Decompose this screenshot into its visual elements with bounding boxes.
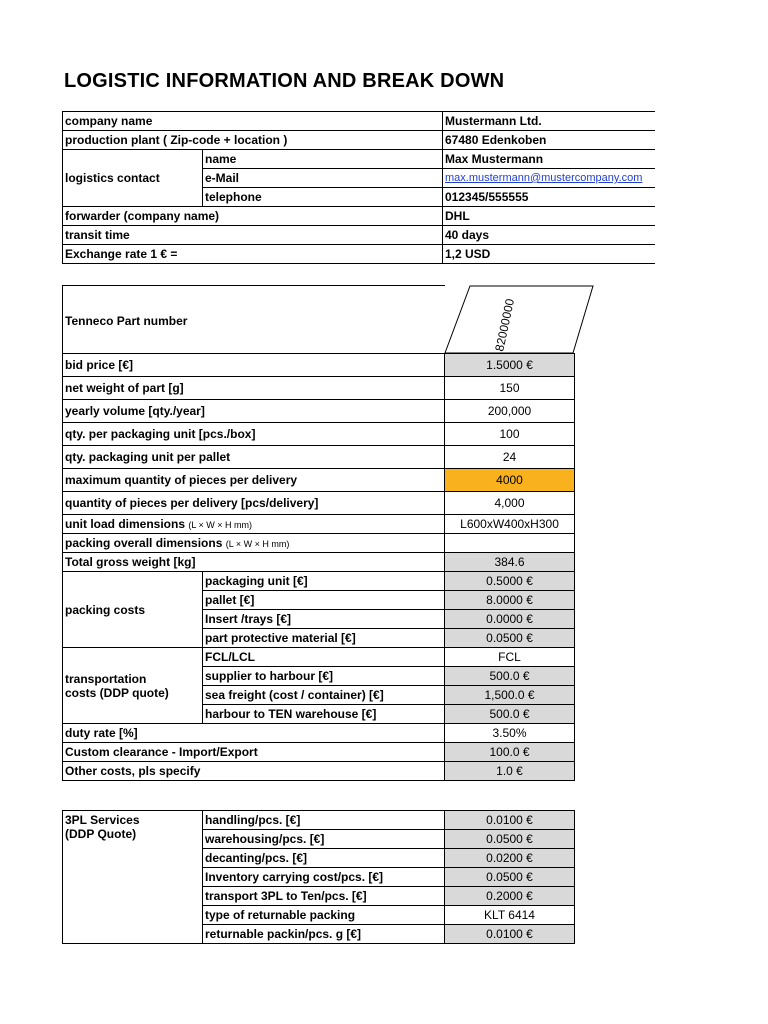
table-row bbox=[63, 534, 575, 553]
fcl-label: FCL/LCL bbox=[203, 648, 445, 667]
qty-units-pallet-value[interactable]: 24 bbox=[445, 446, 575, 469]
packing-overall-label-text: packing overall dimensions bbox=[65, 536, 223, 550]
table-row bbox=[63, 131, 655, 150]
table-row bbox=[63, 226, 655, 245]
table-row bbox=[63, 245, 655, 264]
pallet-value[interactable]: 8.0000 € bbox=[445, 591, 575, 610]
supplier-harbour-label: supplier to harbour [€] bbox=[203, 667, 445, 686]
transport-3pl-label: transport 3PL to Ten/pcs. [€] bbox=[203, 887, 445, 906]
transportation-label-line1: transportation bbox=[65, 671, 147, 686]
name-label: name bbox=[203, 150, 443, 169]
exchange-label: Exchange rate 1 € = bbox=[63, 245, 443, 264]
transit-value[interactable]: 40 days bbox=[443, 226, 655, 245]
qty-per-unit-value[interactable]: 100 bbox=[445, 423, 575, 446]
table-row bbox=[63, 724, 575, 743]
company-name-label: company name bbox=[63, 112, 443, 131]
net-weight-value[interactable]: 150 bbox=[445, 377, 575, 400]
qty-units-pallet-label: qty. packaging unit per pallet bbox=[63, 446, 445, 469]
part-header-label: Tenneco Part number bbox=[65, 314, 188, 328]
telephone-label: telephone bbox=[203, 188, 443, 207]
returnable-cost-label: returnable packin/pcs. g [€] bbox=[203, 925, 445, 944]
returnable-type-label: type of returnable packing bbox=[203, 906, 445, 925]
qty-delivery-value[interactable]: 4,000 bbox=[445, 492, 575, 515]
table-row bbox=[63, 400, 575, 423]
email-link[interactable]: max.mustermann@mustercompany.com bbox=[443, 169, 655, 188]
company-info-table bbox=[62, 111, 655, 264]
customs-value[interactable]: 100.0 € bbox=[445, 743, 575, 762]
unit-load-label-text: unit load dimensions bbox=[65, 517, 186, 531]
services-label-line1: 3PL Services bbox=[65, 813, 140, 827]
exchange-value[interactable]: 1,2 USD bbox=[443, 245, 655, 264]
inventory-value[interactable]: 0.0500 € bbox=[445, 868, 575, 887]
packaging-unit-label: packaging unit [€] bbox=[203, 572, 445, 591]
table-row bbox=[63, 743, 575, 762]
returnable-cost-value[interactable]: 0.0100 € bbox=[445, 925, 575, 944]
table-row bbox=[63, 572, 575, 591]
table-row bbox=[63, 648, 575, 667]
unit-load-value[interactable]: L600xW400xH300 bbox=[445, 515, 575, 534]
table-row bbox=[63, 377, 575, 400]
handling-label: handling/pcs. [€] bbox=[203, 811, 445, 830]
company-name-value[interactable]: Mustermann Ltd. bbox=[443, 112, 655, 131]
services-label-line2: (DDP Quote) bbox=[65, 827, 137, 841]
part-number-value: 82000000 bbox=[492, 297, 518, 353]
handling-value[interactable]: 0.0100 € bbox=[445, 811, 575, 830]
fcl-value[interactable]: FCL bbox=[445, 648, 575, 667]
other-costs-value[interactable]: 1.0 € bbox=[445, 762, 575, 781]
table-row bbox=[63, 762, 575, 781]
services-label bbox=[63, 811, 203, 944]
gross-weight-label: Total gross weight [kg] bbox=[63, 553, 445, 572]
packing-costs-label: packing costs bbox=[63, 572, 203, 648]
part-number-cell[interactable] bbox=[444, 285, 594, 354]
yearly-volume-value[interactable]: 200,000 bbox=[445, 400, 575, 423]
transit-label: transit time bbox=[63, 226, 443, 245]
sea-freight-value[interactable]: 1,500.0 € bbox=[445, 686, 575, 705]
decanting-label: decanting/pcs. [€] bbox=[203, 849, 445, 868]
forwarder-label: forwarder (company name) bbox=[63, 207, 443, 226]
name-value[interactable]: Max Mustermann bbox=[443, 150, 655, 169]
duty-label: duty rate [%] bbox=[63, 724, 445, 743]
harbour-ten-label: harbour to TEN warehouse [€] bbox=[203, 705, 445, 724]
max-qty-label: maximum quantity of pieces per delivery bbox=[63, 469, 445, 492]
packing-overall-value[interactable] bbox=[445, 534, 575, 553]
customs-label: Custom clearance - Import/Export bbox=[63, 743, 445, 762]
other-costs-label: Other costs, pls specify bbox=[63, 762, 445, 781]
page-title: LOGISTIC INFORMATION AND BREAK DOWN bbox=[64, 70, 505, 92]
plant-label: production plant ( Zip-code + location ) bbox=[63, 131, 443, 150]
returnable-type-value[interactable]: KLT 6414 bbox=[445, 906, 575, 925]
packing-overall-label bbox=[63, 534, 445, 553]
net-weight-label: net weight of part [g] bbox=[63, 377, 445, 400]
supplier-harbour-value[interactable]: 500.0 € bbox=[445, 667, 575, 686]
packing-overall-unit: (L × W × H mm) bbox=[225, 539, 290, 549]
insert-label: Insert /trays [€] bbox=[203, 610, 445, 629]
gross-weight-value[interactable]: 384.6 bbox=[445, 553, 575, 572]
table-row bbox=[63, 811, 575, 830]
table-row bbox=[63, 150, 655, 169]
decanting-value[interactable]: 0.0200 € bbox=[445, 849, 575, 868]
bid-price-value[interactable]: 1.5000 € bbox=[445, 354, 575, 377]
email-label: e-Mail bbox=[203, 169, 443, 188]
max-qty-value[interactable]: 4000 bbox=[445, 469, 575, 492]
warehousing-value[interactable]: 0.0500 € bbox=[445, 830, 575, 849]
qty-delivery-label: quantity of pieces per delivery [pcs/delivery] bbox=[63, 492, 445, 515]
table-row bbox=[63, 492, 575, 515]
table-row bbox=[63, 446, 575, 469]
unit-load-label bbox=[63, 515, 445, 534]
protective-value[interactable]: 0.0500 € bbox=[445, 629, 575, 648]
warehousing-label: warehousing/pcs. [€] bbox=[203, 830, 445, 849]
transportation-label-line2: costs (DDP quote) bbox=[65, 685, 169, 700]
bid-price-label: bid price [€] bbox=[63, 354, 445, 377]
logistics-contact-label: logistics contact bbox=[63, 150, 203, 207]
table-row bbox=[63, 553, 575, 572]
transportation-costs-label bbox=[63, 648, 203, 724]
table-row bbox=[63, 423, 575, 446]
table-row bbox=[63, 515, 575, 534]
duty-value[interactable]: 3.50% bbox=[445, 724, 575, 743]
insert-value[interactable]: 0.0000 € bbox=[445, 610, 575, 629]
pallet-label: pallet [€] bbox=[203, 591, 445, 610]
part-header bbox=[62, 285, 445, 354]
forwarder-value[interactable]: DHL bbox=[443, 207, 655, 226]
table-row bbox=[63, 112, 655, 131]
services-table bbox=[62, 810, 575, 944]
unit-load-unit: (L × W × H mm) bbox=[188, 520, 253, 530]
yearly-volume-label: yearly volume [qty./year] bbox=[63, 400, 445, 423]
harbour-ten-value[interactable]: 500.0 € bbox=[445, 705, 575, 724]
sea-freight-label: sea freight (cost / container) [€] bbox=[203, 686, 445, 705]
cost-breakdown-table bbox=[62, 353, 575, 781]
table-row bbox=[63, 469, 575, 492]
table-row bbox=[63, 207, 655, 226]
protective-label: part protective material [€] bbox=[203, 629, 445, 648]
packaging-unit-value[interactable]: 0.5000 € bbox=[445, 572, 575, 591]
table-row bbox=[63, 354, 575, 377]
transport-3pl-value[interactable]: 0.2000 € bbox=[445, 887, 575, 906]
qty-per-unit-label: qty. per packaging unit [pcs./box] bbox=[63, 423, 445, 446]
inventory-label: Inventory carrying cost/pcs. [€] bbox=[203, 868, 445, 887]
plant-value[interactable]: 67480 Edenkoben bbox=[443, 131, 655, 150]
telephone-value[interactable]: 012345/555555 bbox=[443, 188, 655, 207]
